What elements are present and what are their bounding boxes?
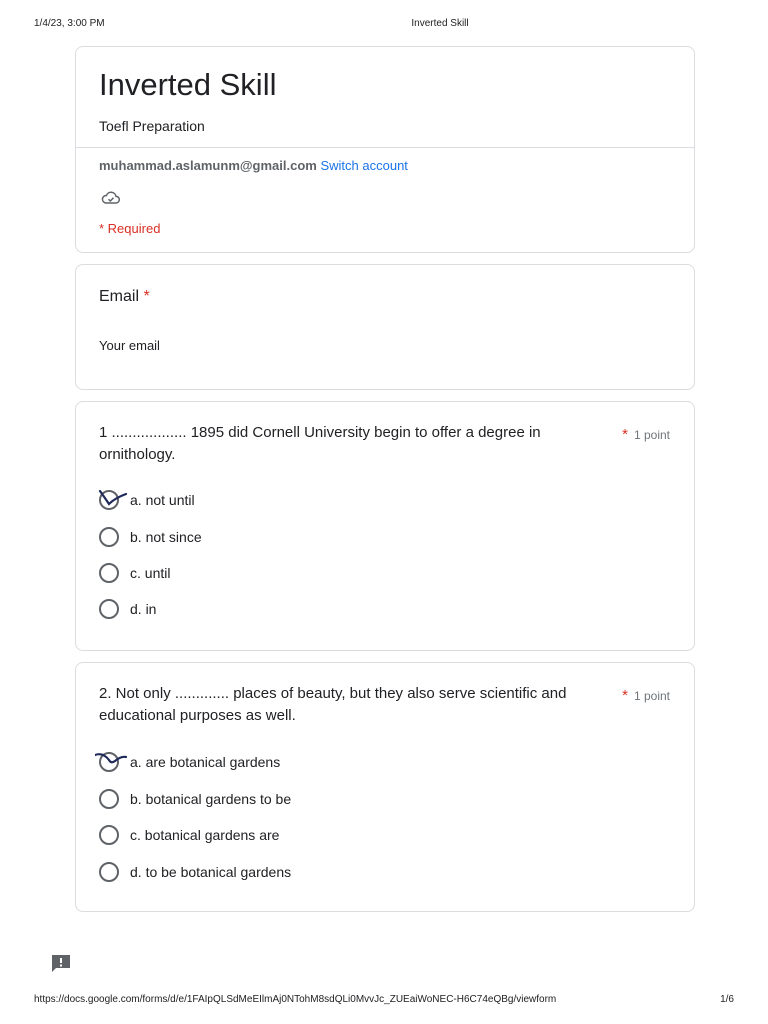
points-label: 1 point xyxy=(633,689,670,703)
question-card-1 xyxy=(75,401,695,651)
option-label: a. are botanical gardens xyxy=(130,754,281,770)
print-timestamp: 1/4/23, 3:00 PM xyxy=(34,18,105,29)
option-d[interactable] xyxy=(99,599,156,619)
radio-button[interactable] xyxy=(99,563,119,583)
question-text: 2. Not only ............. places of beauty, but they also serve scientific and educational purposes as well. xyxy=(99,685,567,724)
question-text: 1 .................. 1895 did Cornell University begin to offer a degree in ornithology. xyxy=(99,424,541,463)
option-label: c. botanical gardens are xyxy=(130,827,280,843)
option-b[interactable] xyxy=(99,789,291,809)
option-label: d. in xyxy=(130,601,157,617)
page-number: 1/6 xyxy=(720,994,734,1005)
email-question-card xyxy=(75,264,695,390)
option-c[interactable] xyxy=(99,825,279,845)
radio-button[interactable] xyxy=(99,789,119,809)
required-star: * xyxy=(143,288,150,305)
option-label: b. botanical gardens to be xyxy=(130,791,292,807)
option-label: a. not until xyxy=(130,492,195,508)
radio-button[interactable] xyxy=(99,825,119,845)
option-c[interactable] xyxy=(99,563,170,583)
required-note: * Required xyxy=(99,221,161,236)
option-label: d. to be botanical gardens xyxy=(130,864,292,880)
page-url: https://docs.google.com/forms/d/e/1FAIpQLSdMeEIlmAj0NTohM8sdQLi0MvvJc_ZUEaiWoNEC-H6C74eQBg/viewform xyxy=(34,994,557,1005)
required-star: * xyxy=(622,687,628,704)
required-star: * xyxy=(622,426,628,443)
email-label-line xyxy=(99,288,150,306)
question-points xyxy=(622,426,670,443)
email-field[interactable]: Your email xyxy=(99,338,160,353)
option-a[interactable] xyxy=(99,490,195,510)
radio-button[interactable] xyxy=(99,527,119,547)
email-label: Email xyxy=(99,288,140,305)
option-label: b. not since xyxy=(130,529,202,545)
form-header-card xyxy=(75,46,695,253)
question-points xyxy=(622,687,670,704)
report-icon[interactable] xyxy=(50,954,72,974)
option-b[interactable] xyxy=(99,527,202,547)
option-d[interactable] xyxy=(99,862,291,882)
form-description: Toefl Preparation xyxy=(99,118,205,134)
option-a[interactable] xyxy=(99,752,280,772)
radio-button[interactable] xyxy=(99,490,119,510)
form-title: Inverted Skill xyxy=(99,67,277,102)
cloud-check-icon xyxy=(101,190,121,206)
points-label: 1 point xyxy=(633,428,670,442)
divider xyxy=(76,147,694,148)
print-title: Inverted Skill xyxy=(411,18,469,29)
switch-account-link[interactable]: Switch account xyxy=(320,158,408,173)
radio-button[interactable] xyxy=(99,599,119,619)
radio-button[interactable] xyxy=(99,752,119,772)
radio-button[interactable] xyxy=(99,862,119,882)
account-line xyxy=(99,158,408,173)
question-card-2 xyxy=(75,662,695,912)
account-email: muhammad.aslamunm@gmail.com xyxy=(99,158,317,173)
option-label: c. until xyxy=(130,565,171,581)
